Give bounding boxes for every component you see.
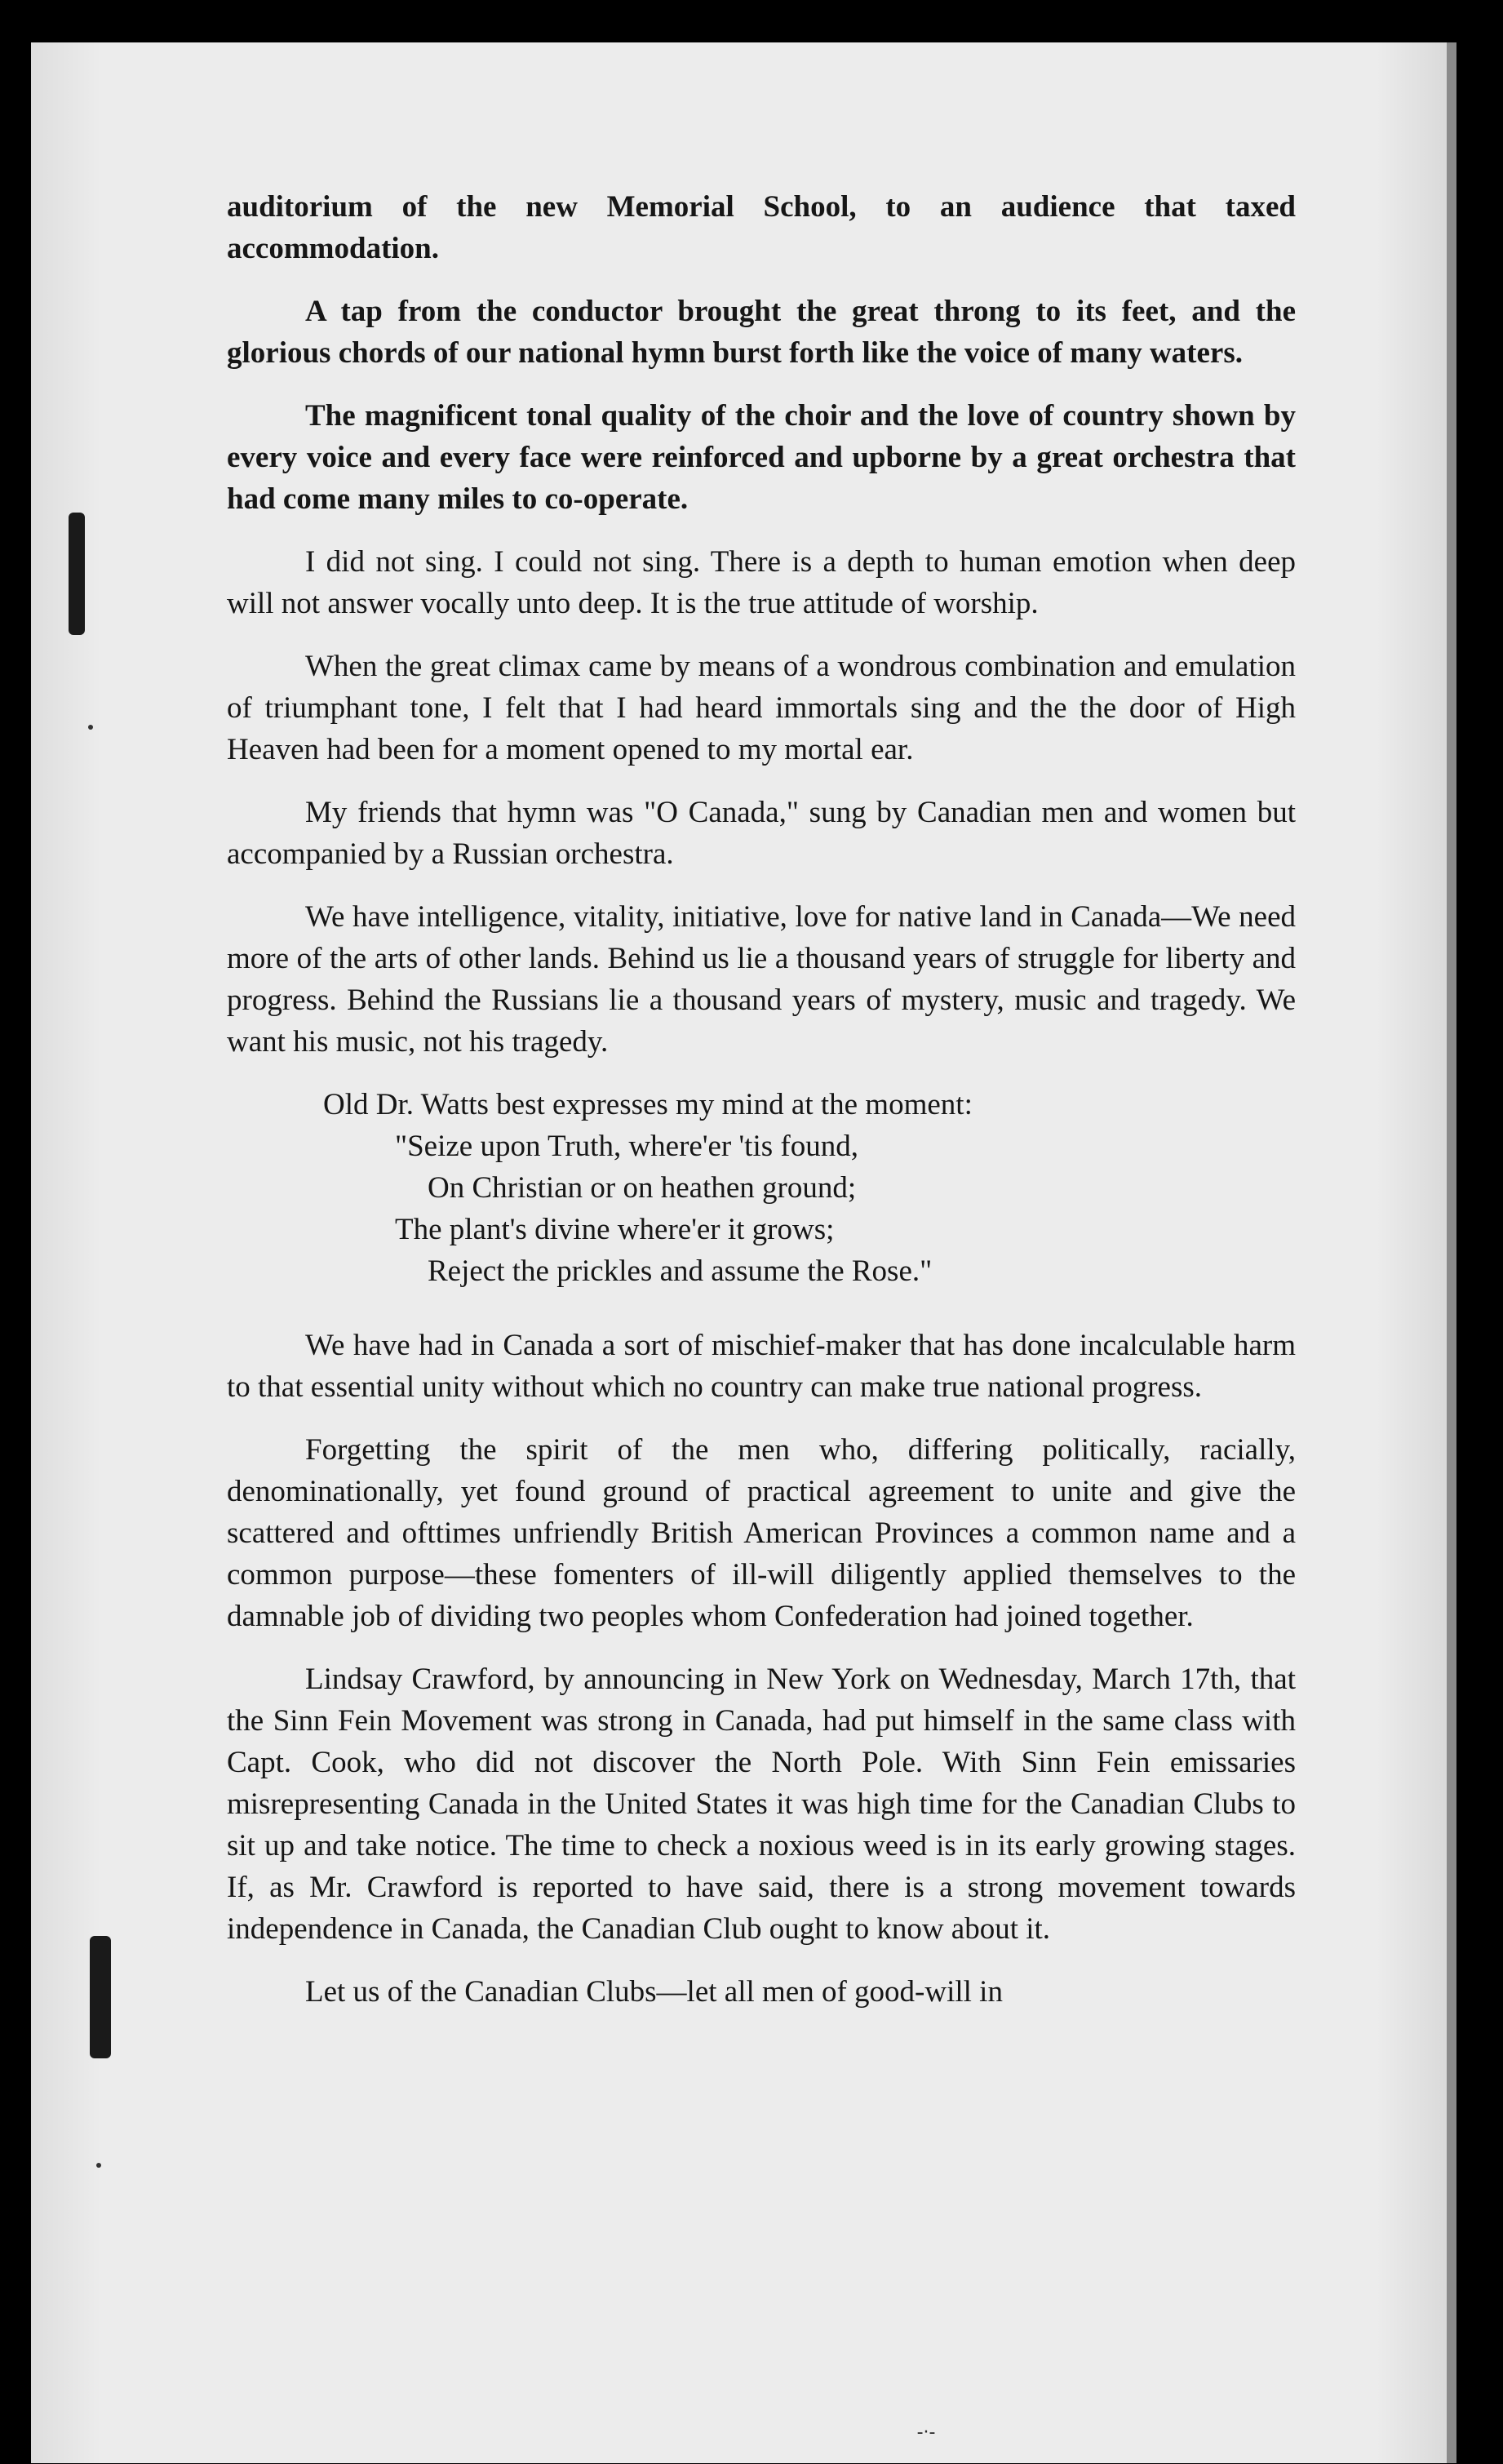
paragraph: A tap from the conductor brought the great throng to its feet, and the glorious chords of our national hymn burst forth like the voice of many waters. <box>227 295 1296 370</box>
margin-mark <box>90 1936 111 2058</box>
margin-dot <box>96 2163 101 2168</box>
verse-line: "Seize upon Truth, where'er 'tis found, <box>395 1130 858 1163</box>
paragraph: We have had in Canada a sort of mischief-maker that has done incalculable harm to that essential unity without which no country can make true national progress. <box>227 1329 1296 1404</box>
paragraph: Lindsay Crawford, by announcing in New York on Wednesday, March 17th, that the Sinn Fein Movement was strong in Canada, had put himself in the same class with Capt. Cook, who did not discover the North Pole. With Sinn Fein emissaries misrepresenting Canada in the United States it was high time for the Canadian Clubs to sit up and take notice. The time to check a noxious weed is in its early growing stages. If, as Mr. Crawford is reported to have said, there is a strong movement towards independence in Canada, the Canadian Club ought to know about it. <box>227 1663 1296 1946</box>
paragraph: I did not sing. I could not sing. There is a depth to human emotion when deep will not answer vocally unto deep. It is the true attitude of worship. <box>227 545 1296 620</box>
margin-dot <box>88 725 93 730</box>
paragraph: auditorium of the new Memorial School, to an audience that taxed accommodation. <box>227 190 1296 265</box>
footer-mark: -·- <box>916 2422 936 2443</box>
paragraph: Forgetting the spirit of the men who, differing politically, racially, denominationally, yet found ground of practical agreement to unite and give the scattered and ofttimes unfriendly British American Provinces a common name and a common purpose—these fomenters of ill-will diligently applied themselves to the damnable job of dividing two peoples whom Confederation had joined together. <box>227 1433 1296 1633</box>
verse-line: The plant's divine where'er it grows; <box>395 1213 835 1246</box>
verse-intro: Old Dr. Watts best expresses my mind at the moment: <box>323 1088 973 1121</box>
paragraph: We have intelligence, vitality, initiative, love for native land in Canada—We need more of the arts of other lands. Behind us lie a thousand years of struggle for liberty and progress. Behind the Russians lie a thousand years of mystery, music and tragedy. We want his music, not his tragedy. <box>227 900 1296 1059</box>
verse-line: On Christian or on heathen ground; <box>428 1171 857 1205</box>
verse-line: Reject the prickles and assume the Rose." <box>428 1254 933 1288</box>
verse-quote <box>227 1084 1296 1292</box>
paragraph: When the great climax came by means of a wondrous combination and emulation of triumphant tone, I felt that I had heard immortals sing and the the door of High Heaven had been for a moment opened to my mortal ear. <box>227 650 1296 766</box>
page-edge <box>1447 42 1456 2463</box>
margin-mark <box>69 513 85 635</box>
document-body <box>227 186 1296 2034</box>
paragraph: The magnificent tonal quality of the choir and the love of country shown by every voice and every face were reinforced and upborne by a great orchestra that had come many miles to co-operate. <box>227 399 1296 516</box>
paragraph: My friends that hymn was "O Canada," sung by Canadian men and women but accompanied by a Russian orchestra. <box>227 796 1296 871</box>
paragraph: Let us of the Canadian Clubs—let all men of good-will in <box>305 1975 1003 2009</box>
